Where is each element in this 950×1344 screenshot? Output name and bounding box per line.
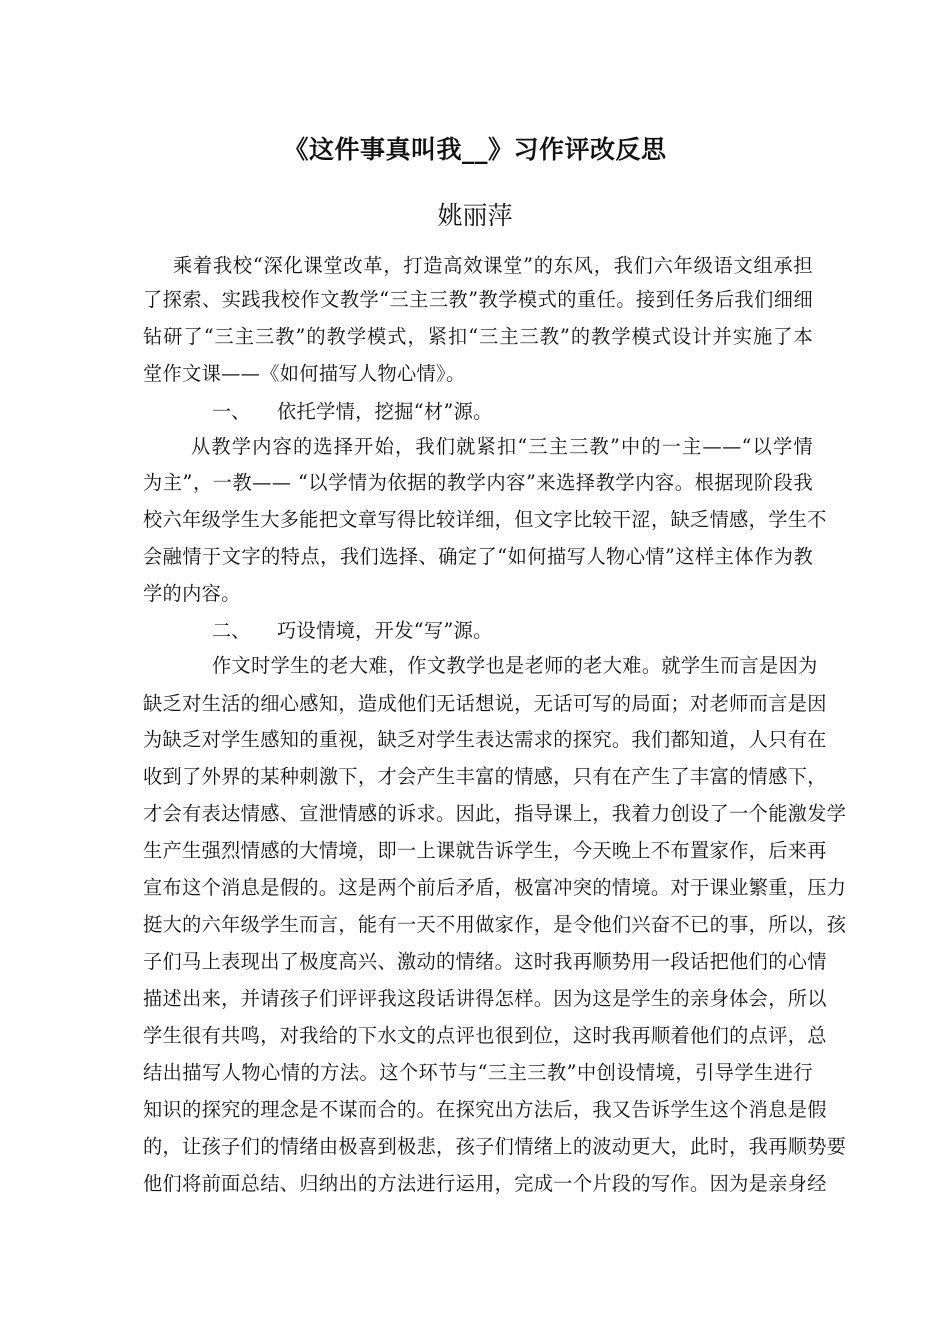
- paragraph-3-line: 缺乏对生活的细心感知，造成他们无话想说，无话可写的局面；对老师而言是因: [143, 692, 827, 715]
- paragraph-2-line: 学的内容。: [143, 582, 241, 605]
- paragraph-3-line: 收到了外界的某种刺激下，才会产生丰富的情感，只有在产生了丰富的情感下，: [143, 765, 827, 788]
- paragraph-3-line: 作文时学生的老大难，作文教学也是老师的老大难。就学生而言是因为: [212, 654, 818, 677]
- paragraph-3-line: 为缺乏对学生感知的重视，缺乏对学生表达需求的探究。我们都知道，人只有在: [143, 728, 827, 751]
- paragraph-3-line: 结出描写人物心情的方法。这个环节与“三主三教”中创设情境，引导学生进行: [143, 1061, 813, 1084]
- document-title: 《这件事真叫我__》习作评改反思: [283, 135, 667, 164]
- paragraph-2-line: 校六年级学生大多能把文章写得比较详细，但文字比较干涩，缺乏情感，学生不: [143, 508, 827, 531]
- paragraph-3-line: 才会有表达情感、宣泄情感的诉求。因此，指导课上，我着力创设了一个能激发学: [143, 802, 847, 825]
- paragraph-3-line: 挺大的六年级学生而言，能有一天不用做家作，是令他们兴奋不已的事，所以，孩: [143, 913, 847, 936]
- paragraph-3-line: 他们将前面总结、归纳出的方法进行运用，完成一个片段的写作。因为是亲身经: [143, 1172, 827, 1195]
- paragraph-2-line: 会融情于文字的特点，我们选择、确定了“如何描写人物心情”这样主体作为教: [143, 545, 813, 568]
- section-1-heading: 依托学情，挖掘“材”源。: [277, 400, 493, 423]
- section-2-number: 二、: [212, 619, 251, 642]
- paragraph-1-line: 堂作文课——《如何描写人物心情》。: [143, 362, 466, 385]
- paragraph-3-line: 描述出来，并请孩子们评评我这段话讲得怎样。因为这是学生的亲身体会，所以: [143, 987, 827, 1010]
- section-2-heading: 巧设情境，开发“写”源。: [277, 619, 493, 642]
- paragraph-1-line: 了探索、实践我校作文教学“三主三教”教学模式的重任。接到任务后我们细细: [143, 288, 813, 311]
- paragraph-3-line: 宣布这个消息是假的。这是两个前后矛盾，极富冲突的情境。对于课业繁重，压力: [143, 876, 847, 899]
- paragraph-3-line: 子们马上表现出了极度高兴、激动的情绪。这时我再顺势用一段话把他们的心情: [143, 950, 827, 973]
- paragraph-1-line: 乘着我校“深化课堂改革，打造高效课堂”的东风，我们六年级语文组承担: [173, 254, 813, 277]
- paragraph-3-line: 知识的探究的理念是不谋而合的。在探究出方法后，我又告诉学生这个消息是假: [143, 1098, 827, 1121]
- document-author: 姚丽萍: [437, 201, 513, 230]
- paragraph-3-line: 生产生强烈情感的大情境，即一上课就告诉学生，今天晚上不布置家作，后来再: [143, 839, 827, 862]
- paragraph-3-line: 的，让孩子们的情绪由极喜到极悲，孩子们情绪上的波动更大，此时，我再顺势要: [143, 1135, 847, 1158]
- paragraph-3-line: 学生很有共鸣，对我给的下水文的点评也很到位，这时我再顺着他们的点评，总: [143, 1024, 827, 1047]
- paragraph-1-line: 钻研了“三主三教”的教学模式，紧扣“三主三教”的教学模式设计并实施了本: [143, 325, 813, 348]
- section-1-number: 一、: [212, 400, 251, 423]
- paragraph-2-line: 从教学内容的选择开始，我们就紧扣“三主三教”中的一主——“以学情: [191, 435, 813, 458]
- paragraph-2-line: 为主”，一教—— “以学情为依据的教学内容”来选择教学内容。根据现阶段我: [143, 471, 813, 494]
